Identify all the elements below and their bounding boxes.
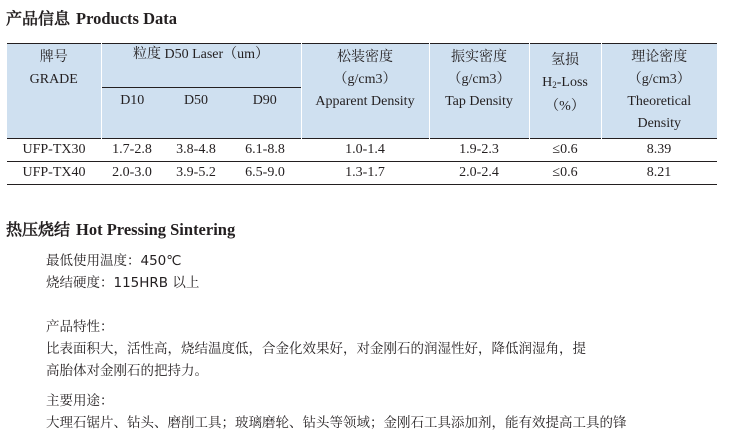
cell-h2: ≤0.6 xyxy=(529,162,601,185)
products-title-cn: 产品信息 xyxy=(6,9,71,28)
sintering-title-en: Hot Pressing Sintering xyxy=(76,220,236,239)
header-apparent-density xyxy=(301,44,429,139)
header-tap-cn: 振实密度 xyxy=(451,50,507,65)
header-particle-size-label: 粒度 D50 Laser（um） xyxy=(132,47,270,62)
sintering-specs xyxy=(46,250,199,294)
sintering-section-title xyxy=(6,217,235,240)
uses-block xyxy=(46,390,627,434)
header-d90: D90 xyxy=(229,88,301,139)
uses-line-1: 大理石锯片、钻头、磨削工具；玻璃磨轮、钻头等领域；金刚石工具添加剂，能有效提高工具的锋 xyxy=(46,415,627,431)
header-tap-density xyxy=(429,44,529,139)
cell-tap: 2.0-2.4 xyxy=(429,162,529,185)
header-grade-cn: 牌号 xyxy=(39,50,68,65)
cell-tap: 1.9-2.3 xyxy=(429,139,529,162)
products-table xyxy=(7,43,717,185)
cell-grade: UFP-TX30 xyxy=(7,139,101,162)
features-block xyxy=(46,316,586,382)
header-apparent-cn: 松装密度 xyxy=(337,50,393,65)
cell-h2: ≤0.6 xyxy=(529,139,601,162)
header-h2-en: $H_2$-Loss xyxy=(542,75,588,90)
header-theo-en-1: Theoretical xyxy=(627,94,692,109)
header-h2-loss xyxy=(529,44,601,139)
header-tap-unit: （g/cm3） xyxy=(447,72,511,87)
cell-grade: UFP-TX40 xyxy=(7,162,101,185)
header-tap-en: Tap Density xyxy=(445,94,513,109)
sintering-title-cn: 热压烧结 xyxy=(6,220,71,239)
min-temperature: 最低使用温度：450℃ xyxy=(46,253,182,269)
header-d10: D10 xyxy=(101,88,163,139)
header-theo-en-2: Density xyxy=(637,116,682,131)
cell-d90: 6.5-9.0 xyxy=(229,162,301,185)
header-grade-en: GRADE xyxy=(29,72,78,87)
header-h2-cn: 氢损 xyxy=(551,53,579,68)
cell-theoretical: 8.21 xyxy=(601,162,717,185)
features-line-2: 高胎体对金刚石的把持力。 xyxy=(46,363,208,379)
cell-d50: 3.8-4.8 xyxy=(163,139,229,162)
cell-d10: 1.7-2.8 xyxy=(101,139,163,162)
table-row xyxy=(7,139,717,162)
uses-title: 主要用途： xyxy=(46,393,114,409)
cell-d50: 3.9-5.2 xyxy=(163,162,229,185)
header-theoretical-density xyxy=(601,44,717,139)
products-section-title xyxy=(6,6,177,29)
cell-apparent: 1.0-1.4 xyxy=(301,139,429,162)
products-title-en: Products Data xyxy=(76,9,177,28)
header-theo-cn: 理论密度 xyxy=(631,50,688,65)
header-particle-size xyxy=(101,44,301,88)
header-grade xyxy=(7,44,101,139)
sintered-hardness: 烧结硬度：115HRB 以上 xyxy=(46,275,200,291)
cell-theoretical: 8.39 xyxy=(601,139,717,162)
header-theo-unit: （g/cm3） xyxy=(627,72,691,87)
cell-d10: 2.0-3.0 xyxy=(101,162,163,185)
header-apparent-en: Apparent Density xyxy=(315,94,415,109)
table-row xyxy=(7,162,717,185)
features-line-1: 比表面积大，活性高，烧结温度低，合金化效果好，对金刚石的润湿性好，降低润湿角，提 xyxy=(46,341,586,357)
header-d50: D50 xyxy=(163,88,229,139)
cell-apparent: 1.3-1.7 xyxy=(301,162,429,185)
features-title: 产品特性： xyxy=(46,319,114,335)
header-apparent-unit: （g/cm3） xyxy=(333,72,397,87)
header-h2-unit: （%） xyxy=(545,99,585,114)
cell-d90: 6.1-8.8 xyxy=(229,139,301,162)
